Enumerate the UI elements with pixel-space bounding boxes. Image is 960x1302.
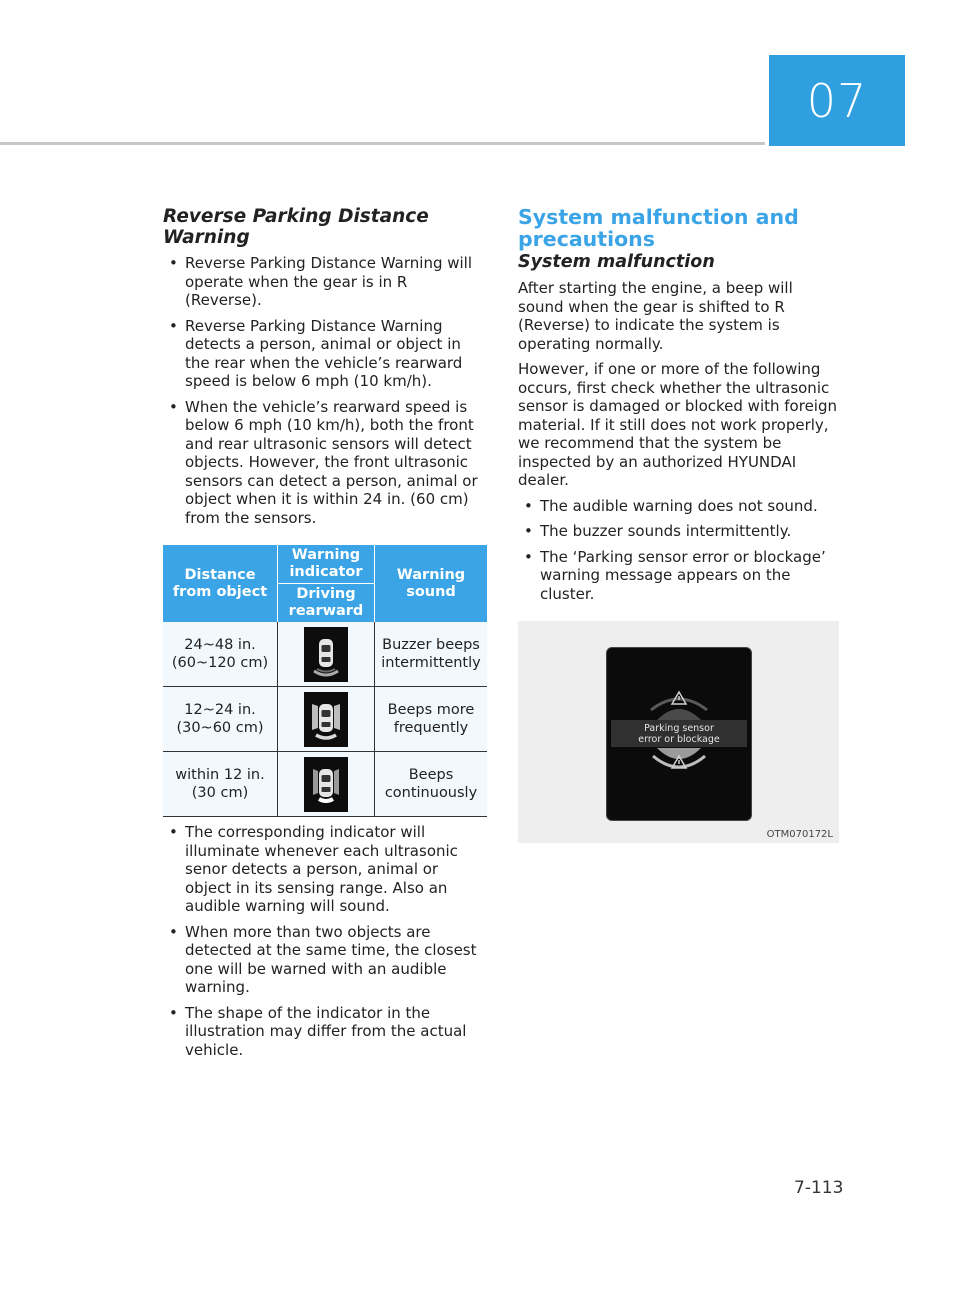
warning-message [611,720,747,747]
indicator-cell [278,687,375,752]
right-column [518,206,843,843]
distance-cell: 24~48 in. (60~120 cm) [163,622,278,687]
paragraph: However, if one or more of the following occurs, first check whether the ultrasonic sensor is damaged or blocked with foreign material. If it still does not work properly, we recommend that the system be inspected by an authorized HYUNDAI dealer. [518,360,837,489]
list-item: • The audible warning does not sound. [524,496,818,515]
bullet-list-bottom [163,823,488,1059]
list-item: • When the vehicle’s rearward speed is below 6 mph (10 km/h), both the front and rear ultrasonic sensors will detect objects. However, the front ultrasonic sensors can detect a person, animal or object when it is within 24 in. (60 cm) from the sensors. [169,397,478,527]
parking-indicator-rear-near-icon [304,757,348,812]
chapter-number: 07 [806,73,868,128]
list-item: • When more than two objects are detected at the same time, the closest one will be warned with an audible warning. [169,922,477,996]
sound-cell: Beeps continuously [375,752,488,817]
list-item: • The ‘Parking sensor error or blockage’ warning message appears on the cluster. [524,547,826,603]
cluster-figure [518,621,839,843]
parking-indicator-rear-mid-icon [304,692,348,747]
list-item: • The corresponding indicator will illuminate whenever each ultrasonic senor detects a person, animal or object in its sensing range. Also an audible warning will sound. [169,823,458,915]
header-sound: Warning sound [375,545,488,622]
parking-indicator-rear-far-icon [304,627,348,682]
section-title: System malfunction and precautions [518,205,799,251]
bullet-list-top [163,254,488,527]
list-item: • Reverse Parking Distance Warning detects a person, animal or object in the rear when the vehicle’s rearward speed is below 6 mph (10 km/h). [169,316,463,390]
table-row [163,687,487,752]
header-rule [0,142,765,145]
paragraph: After starting the engine, a beep will sound when the gear is shifted to R (Reverse) to indicate the system is operating normally. [518,279,793,353]
list-item: • The shape of the indicator in the illustration may differ from the actual vehicle. [169,1003,467,1059]
subsection-title: System malfunction [518,252,715,272]
list-item: • Reverse Parking Distance Warning will operate when the gear is in R (Reverse). [169,254,473,309]
chapter-tab [769,55,905,146]
table-row [163,622,487,687]
sound-cell: Beeps more frequently [375,687,488,752]
bullet-list [518,497,843,604]
header-indicator: Warning indicator [278,545,375,584]
message-line: Parking sensor [644,722,714,734]
warning-table [163,545,487,817]
indicator-cell [278,622,375,687]
distance-cell: within 12 in. (30 cm) [163,752,278,817]
left-column [163,206,488,1066]
sound-cell: Buzzer beeps intermittently [375,622,488,687]
header-driving-rearward: Driving rearward [278,584,375,623]
section-title: Reverse Parking Distance Warning [163,206,429,248]
header-distance: Distance from object [163,545,278,622]
message-line: error or blockage [638,733,720,745]
distance-cell: 12~24 in. (30~60 cm) [163,687,278,752]
figure-code: OTM070172L [766,829,833,840]
list-item: • The buzzer sounds intermittently. [524,522,792,540]
table-row [163,752,487,817]
cluster-display [606,647,752,821]
indicator-cell [278,752,375,817]
page-number: 7-113 [794,1178,844,1198]
